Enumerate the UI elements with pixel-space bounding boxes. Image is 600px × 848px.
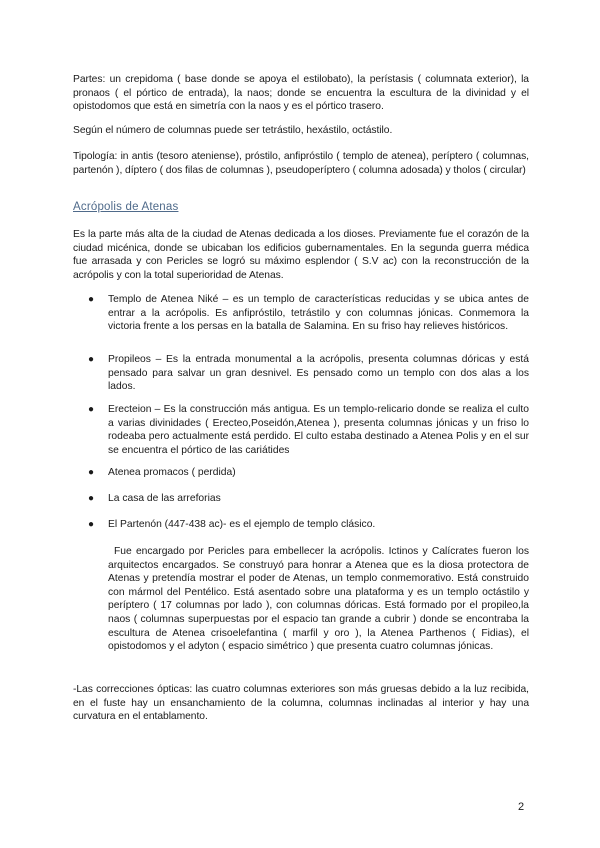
list-item: La casa de las arreforias — [108, 493, 221, 504]
list-item: El Partenón (447-438 ac)- es el ejemplo de templo clásico. — [108, 519, 376, 530]
page-number: 2 — [518, 801, 525, 813]
bullet-dot: ● — [88, 404, 95, 415]
list-item: Erecteion – Es la construcción más antigua. Es un templo-relicario donde se realiza el culto a varias divinidades ( Erecteo,Poseidón,Atenea ), presenta columnas jónicas y un friso lo rodeaba pero actualmente está perdido. El culto estaba destinado a Atenea Polis y en el sur se encuentra el pórtico de las cariátides — [108, 404, 529, 456]
paragraph-partenon-detail: Fue encargado por Pericles para embellecer la acrópolis. Ictinos y Calícrates fueron los arquitectos encargados. Se construyó para honrar a Atenea que es la diosa protectora de Atenas y pretendía mostrar el poder de Atenas, un templo conmemorativo. Está construido con mármol del Pentélico. Está asentado sobre una plataforma y es un templo octástilo y períptero ( 17 columnas por lado ), con columnas dóricas. Está formado por el propileo,la naos ( columnas superpuestas por el espacio tan grande a cubrir ) donde se encontraba la escultura de Atenea crisoelefantina ( marfil y oro ), la Atenea Parthenos ( Fidias), el opistodomos y el adyton ( espacio simétrico ) que presenta cuatro columnas jónicas. — [108, 546, 529, 653]
list-item: Atenea promacos ( perdida) — [108, 467, 236, 478]
paragraph-columnas: Según el número de columnas puede ser tetrástilo, hexástilo, octástilo. — [73, 125, 393, 136]
paragraph-correcciones: -Las correcciones ópticas: las cuatro columnas exteriores son más gruesas debido a la luz recibida, en el fuste hay un ensanchamiento de la columna, columnas inclinadas al interior y hay una curvatura en el entablamento. — [73, 684, 529, 723]
bullet-dot: ● — [88, 354, 95, 365]
section-title: Acrópolis de Atenas — [73, 201, 179, 213]
list-item: Templo de Atenea Niké – es un templo de características reducidas y se ubica antes de entrar a la acrópolis. Es anfipróstilo, tetrástilo y con columnas jónicas. Conmemora la victoria frente a los persas en la batalla de Salamina. En su friso hay relieves históricos. — [108, 294, 529, 333]
bullet-dot: ● — [88, 493, 95, 504]
bullet-dot: ● — [88, 294, 95, 305]
list-item: Propileos – Es la entrada monumental a la acrópolis, presenta columnas dóricas y está pensado para salvar un gran desnivel. Es pensado como un templo con dos alas a los lados. — [108, 354, 529, 393]
bullet-dot: ● — [88, 519, 95, 530]
paragraph-partes: Partes: un crepidoma ( base donde se apoya el estilobato), la perístasis ( columnata exterior), la pronaos ( el pórtico de entrada), la naos; donde se encuentra la escultura de la divinidad y el opistodomos que está en simetría con la naos y es el pórtico trasero. — [73, 74, 529, 113]
paragraph-tipologia: Tipología: in antis (tesoro ateniense), próstilo, anfipróstilo ( templo de atenea), períptero ( columnas, partenón ), díptero ( dos filas de columnas ), pseudoperíptero ( columna adosada) y tholos ( circular) — [73, 151, 529, 176]
paragraph-intro: Es la parte más alta de la ciudad de Atenas dedicada a los dioses. Previamente fue el corazón de la ciudad micénica, donde se ubicaban los edificios gubernamentales. En la segunda guerra médica fue arrasada y con Pericles se logró su máximo esplendor ( S.V ac) con la reconstrucción de la acrópolis y con la total superioridad de Atenas. — [73, 229, 529, 281]
bullet-dot: ● — [88, 467, 95, 478]
